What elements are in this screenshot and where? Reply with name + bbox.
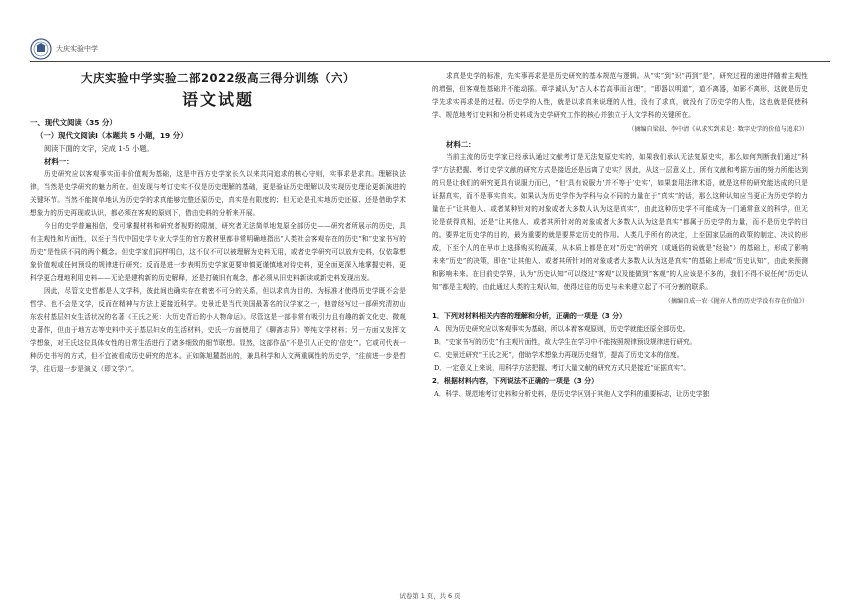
question-2-stem: 2．根据材料内容，下列说法不正确的一项是（3 分） (432, 377, 599, 385)
material2-label: 材料二： (446, 140, 476, 149)
exam-title: 大庆实验中学实验二部2022级高三得分训练（六） (80, 71, 355, 85)
question-1-option-d: D．一定意义上来说，用科学方法把握、考订大量文献的研究方式只是接近“证据真实”。 (434, 364, 690, 372)
school-seal-icon (30, 38, 52, 60)
source-citation: （摘编自成一农《抛弃人性的历史学没有存在价值》） (664, 298, 808, 305)
source-citation: （摘编自梁晨、李中清《从求实到求是：数字史学的价值与追求》） (628, 126, 808, 133)
material1-paragraph: 因此，尽管文史哲都是人文学科，彼此间也确实存在着密不可分的关系，但以求真为目的、为标准才使得历史学既不会是哲学、也不会是文学，反而在精神与方法上更接近科学。史景迁是当代美国最著名的汉学家之一，他曾经写过一部研究清初山东农村基层妇女生活状况的名著《王氏之死：大历史背后的小人物命运》。尽管这是一部非常有吸引力且有趣的新文化史、微观史著作，但由于地方志等史料中关于基层妇女的生活材料，史氏一方面使用了《聊斋志异》等纯文学材料；另一方面又发挥文学想象，对王氏这位具体女性的日常生活进行了诸多细致的细节联想。显然，这部作品“不是引人正史的‘信史’”。它或可代表一种历史书写的方式，但不宜被看成历史研究的范本。正如陈旭麓指出的，兼具科学和人文两重属性的历史学，“往前进一步是哲学，往后退一步是演义（即文学）”。 (30, 287, 406, 373)
school-logo (30, 38, 98, 60)
instruction: 阅读下面的文字，完成 1-5 小题。 (44, 144, 154, 153)
right-column (432, 70, 808, 401)
question-1-option-b: B．“史家书写的历史”有主观片面性，故大学生在学习中不能按照规律预设规律进行研究。 (434, 338, 697, 346)
sub-section-heading: （一）现代文阅读Ⅰ（本题共 5 小题，19 分） (36, 131, 188, 140)
material1-continued: 求真是史学的标准，先实事再求是是历史研究的基本规范与逻辑。从“实”到“识”再到“是”，研究过程的递进伴随着主观性的增强，但客观性基础并不能动摇。章学诚认为“古人本若高事而言理”，“即器以明道”，道不离器，如影不离形，这就是历史学先求实再求是的过程。历史学的人性，就是以求真来说理的人性，没有了求真，就没有了历史学的人性，这也就是促使科学、规范地考订史料和分析史料成为史学研究工作的核心并独立于人文学科的关键所在。 (432, 72, 808, 119)
question-1-stem: 1．下列对材料相关内容的理解和分析，正确的一项是（3 分） (432, 312, 627, 320)
question-2-option-a: A．科学、规范地考订史料和分析史料，是历史学区别于其他人文学科的重要标志，让历史学独 (434, 390, 710, 398)
header-rule (30, 61, 830, 62)
question-1-option-a: A．因为历史研究应以客观事实为基础，所以本着客观原则，历史学就能还原全部历史。 (434, 325, 690, 333)
logo-text: 大庆实验中学 (56, 45, 98, 53)
left-column (30, 70, 406, 376)
material1-label: 材料一： (44, 157, 74, 166)
page-footer: 试卷第 1 页，共 6 页 (399, 592, 461, 600)
material2-paragraph: 当前主流的历史学家已经承认通过文献考订是无法复原史实的，如果我们承认无法复原史实，那么如何判断我们通过“科学”方法把握、考订史学文献的研究方式是接近还是远离了史实？因此，从这一层意义上，所有文献和考据方面的努力所能达到的只是让我们的研究更具有说服力而已，“但‘具有说服力’并不等于‘史实’，如果套用法律术语，就是这样的研究能达成的只是证据真实，而不是事实真实。如果认为历史学作为学科与众不同的力量在于“真实”的话，那么这种认知应当更正为历史学的力量在于“让其他人、或者某种针对的对象或者大多数人认为这是真实”，由此这种历史学不可能成为一门通常意义的科学，但无论是获得真相，还是“让其他人、或者其所针对的对象或者大多数人认为这是真实”都属于历史学的力量，而不是历史学的目的。要界定历史学的目的，最为重要的就是要界定历史的作用。人类几乎所有的决定，上至国家层面的政策的制定、决议的形成，下至个人的在早市上选择购买的蔬菜，从本质上都是在对“历史”的研究（或通俗的说就是“经验”）的基础上，形成了影响未来“历史”的决策，即在“让其他人、或者其所针对的对象或者大多数人认为这是真实”的基础上形成“历史认知”，由此来预测和影响未来。在目前史学界，认为“历史认知”可以绕过“客观”以及能做到“客观”的人应该是不多的，我们不得不说任何“历史认知”都是主观的，由此通过人类的主观认知，使得过往的历史与未来建立起了不可分割的联系。 (432, 153, 808, 291)
question-1-option-c: C．史景迁研究“王氏之死”，借助学术想象力再现历史细节，提高了历史文本的信度。 (434, 351, 684, 359)
subject-title: 语文试题 (181, 90, 254, 109)
material1-paragraph: 历史研究应以客观事实而非价值观为基础，这是中西方史学家长久以来共同追求的核心守则，实事求是求真。理解执法律，当然是史学研究的魅力所在。但发现与考订史实不仅是历史理解的基础，更是验证历史理解以及实现历史理论更新演进的关键环节。当然不能简单地认为历史学的求真能够完整还原历史，真实是有限度的；但无论是孔实地历史还原、还是借助学术想象力的历史再现或认识，都必须在客观的原则下，借由史料的分析来开展。 (30, 170, 406, 217)
section-heading: 一、现代文阅读（35 分） (30, 118, 117, 127)
material1-paragraph: 今日的史学普遍相信，受可掌握材料和研究者视野的限制，研究者无法简单地复原全部历史——研究者所展示的历史，具有主观性和片面性，以至于当代中国史学专业大学生的官方教材里都非常明确地指出“人类社会客观存在的历史”和“史家书写的历史”是性质不同的两个概念。但史学家们同样明白，这不仅不可以被理解为史料无用，或者史学研究可以放弃史料，仅依靠想象价值观或任何预设的规律进行研究；反而是进一步表明历史学家更要审慎更谨慎地对待史料，更全面更深入地掌握史料，更科学更合理地利用史料——无论是建构新的历史解释，还是打破旧有观念，都必须从旧史料新读或新史料发现出发。 (30, 222, 406, 282)
